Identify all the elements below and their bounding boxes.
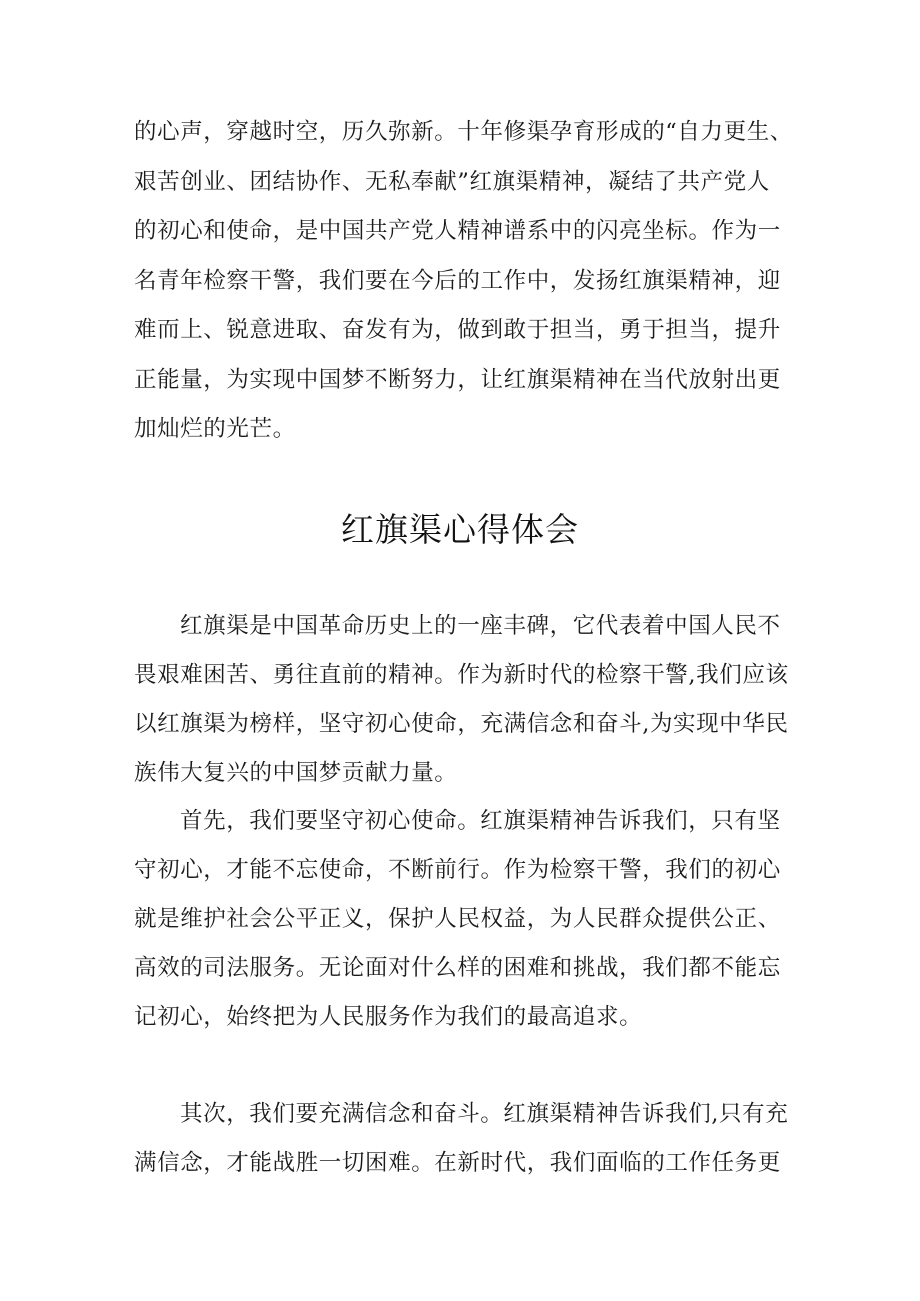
paragraph-line: 红旗渠是中国革命历史上的一座丰碑，它代表着中国人民不 xyxy=(180,613,781,639)
paragraph-line: 守初心，才能不忘使命，不断前行。作为检察干警，我们的初心 xyxy=(134,857,781,883)
intro-line: 名青年检察干警，我们要在今后的工作中，发扬红旗渠精神，迎 xyxy=(134,268,781,294)
paragraph-line: 就是维护社会公平正义，保护人民权益，为人民群众提供公正、 xyxy=(134,906,781,932)
paragraph-line: 族伟大复兴的中国梦贡献力量。 xyxy=(134,760,458,786)
paragraph-line: 高效的司法服务。无论面对什么样的困难和挑战，我们都不能忘 xyxy=(134,955,781,981)
intro-line: 艰苦创业、团结协作、无私奉献”红旗渠精神，凝结了共产党人 xyxy=(134,169,770,195)
paragraph-line: 首先，我们要坚守初心使命。红旗渠精神告诉我们，只有坚 xyxy=(180,808,781,834)
intro-line: 的心声，穿越时空，历久弥新。十年修渠孕育形成的“自力更生、 xyxy=(134,119,793,145)
intro-line: 的初心和使命，是中国共产党人精神谱系中的闪亮坐标。作为一 xyxy=(134,218,781,244)
paragraph-line: 以红旗渠为榜样，坚守初心使命，充满信念和奋斗,为实现中华民 xyxy=(134,711,789,737)
intro-line: 正能量，为实现中国梦不断努力，让红旗渠精神在当代放射出更 xyxy=(134,367,781,393)
paragraph-line: 畏艰难困苦、勇往直前的精神。作为新时代的检察干警,我们应该 xyxy=(134,662,789,688)
document-title: 红旗渠心得体会 xyxy=(341,510,579,549)
intro-line: 加灿烂的光芒。 xyxy=(134,416,296,442)
paragraph-line: 其次，我们要充满信念和奋斗。红旗渠精神告诉我们,只有充 xyxy=(180,1101,789,1127)
paragraph-line: 满信念，才能战胜一切困难。在新时代，我们面临的工作任务更 xyxy=(134,1150,781,1176)
intro-line: 难而上、锐意进取、奋发有为，做到敢于担当，勇于担当，提升 xyxy=(134,317,781,343)
paragraph-line: 记初心，始终把为人民服务作为我们的最高追求。 xyxy=(134,1004,643,1030)
